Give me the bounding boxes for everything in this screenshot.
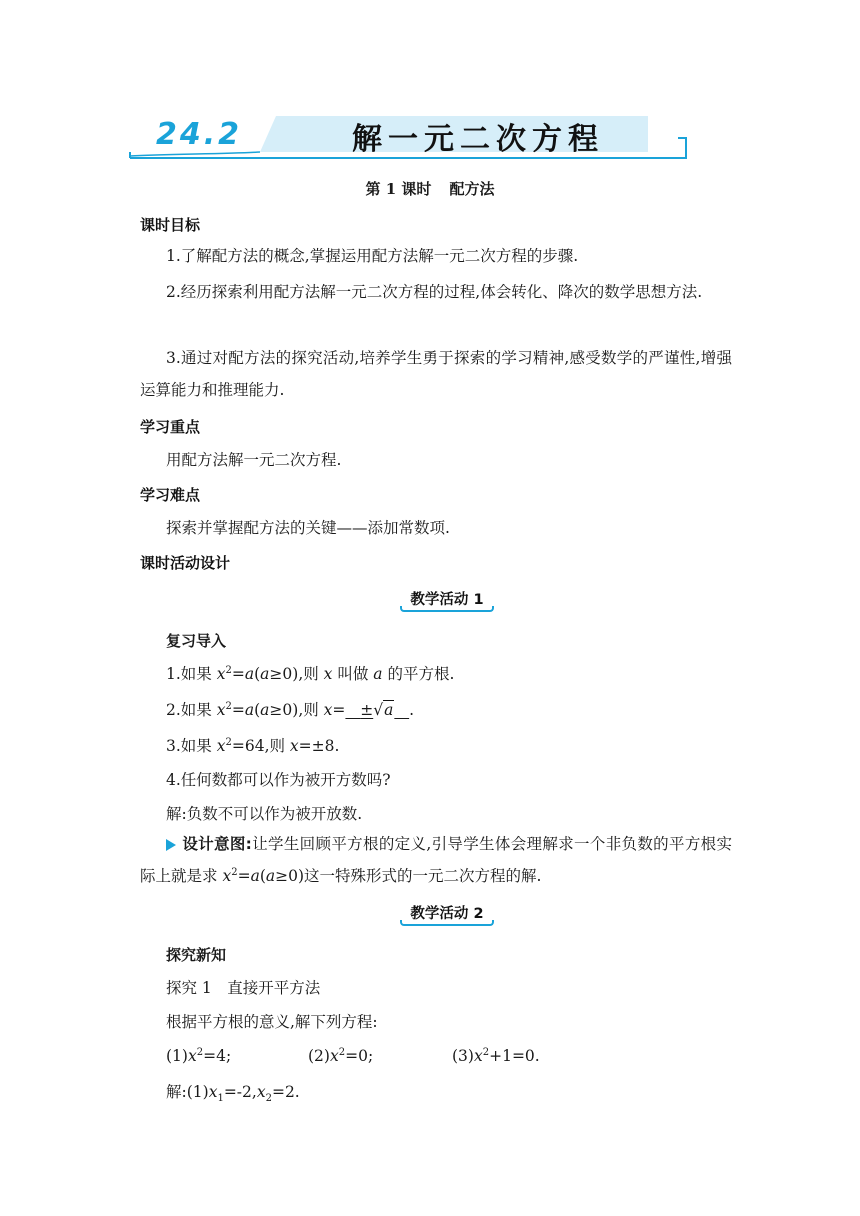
lesson-label: 第 1 课时 <box>365 180 432 198</box>
equation-2: $(2)x^2=0$; <box>308 1046 374 1065</box>
review-answer: 解:负数不可以作为被开放数. <box>166 805 363 823</box>
activity-1-label: 教学活动 1 <box>400 586 494 612</box>
equation-1: $(1)x^2=4$; <box>166 1046 232 1065</box>
objective-3: 3.通过对配方法的探究活动,培养学生勇于探索的学习精神,感受数学的严谨性,增强运算能力和推理能力. <box>140 349 732 399</box>
equation-3: $(3)x^2+1=0$. <box>452 1046 540 1065</box>
review-heading: 复习导入 <box>166 632 227 650</box>
explore-instruction: 根据平方根的意义,解下列方程: <box>166 1013 378 1031</box>
activity-1-underline <box>400 606 494 612</box>
review-q3: 3.如果 $x^2=64$,则 x=±8. <box>166 736 340 755</box>
key-point-text: 用配方法解一元二次方程. <box>166 451 342 469</box>
chapter-title: 解一元二次方程 <box>352 122 604 157</box>
review-q4: 4.任何数都可以作为被开方数吗? <box>166 771 391 789</box>
objective-2: 2.经历探索利用配方法解一元二次方程的过程,体会转化、降次的数学思想方法. <box>166 283 703 301</box>
answer-blank: ±√a <box>360 701 394 719</box>
lesson-topic: 配方法 <box>449 180 495 198</box>
review-q2: 2.如果 $x^2=a(a\ge 0)$,则 x= ±√a . <box>166 700 415 719</box>
solution-line: 解$:(1)x_1=-2,x_2=2$. <box>166 1083 300 1105</box>
difficulty-text: 探索并掌握配方法的关键——添加常数项. <box>166 519 450 537</box>
key-point-heading: 学习重点 <box>140 418 201 436</box>
lesson-title <box>0 178 860 199</box>
objectives-heading: 课时目标 <box>140 216 201 234</box>
activity-2-label: 教学活动 2 <box>400 900 494 926</box>
objective-1: 1.了解配方法的概念,掌握运用配方法解一元二次方程的步骤. <box>166 247 579 265</box>
difficulty-heading: 学习难点 <box>140 486 201 504</box>
review-q1: 1.如果 $x^2=a(a\ge 0)$,则 x 叫做 a 的平方根. <box>166 664 455 683</box>
explore-heading: 探究新知 <box>166 946 227 964</box>
activity-2-underline <box>400 920 494 926</box>
chapter-number: 24.2 <box>156 117 243 152</box>
equation-list <box>166 1044 540 1068</box>
triangle-bullet-icon <box>166 839 176 851</box>
design-heading: 课时活动设计 <box>140 554 231 572</box>
explore-title: 探究 1 直接开平方法 <box>166 979 321 997</box>
design-intent: 设计意图:让学生回顾平方根的定义,引导学生体会理解求一个非负数的平方根实际上就是求 $x^2=a(a\ge 0)$这一特殊形式的一元二次方程的解. <box>140 835 733 885</box>
